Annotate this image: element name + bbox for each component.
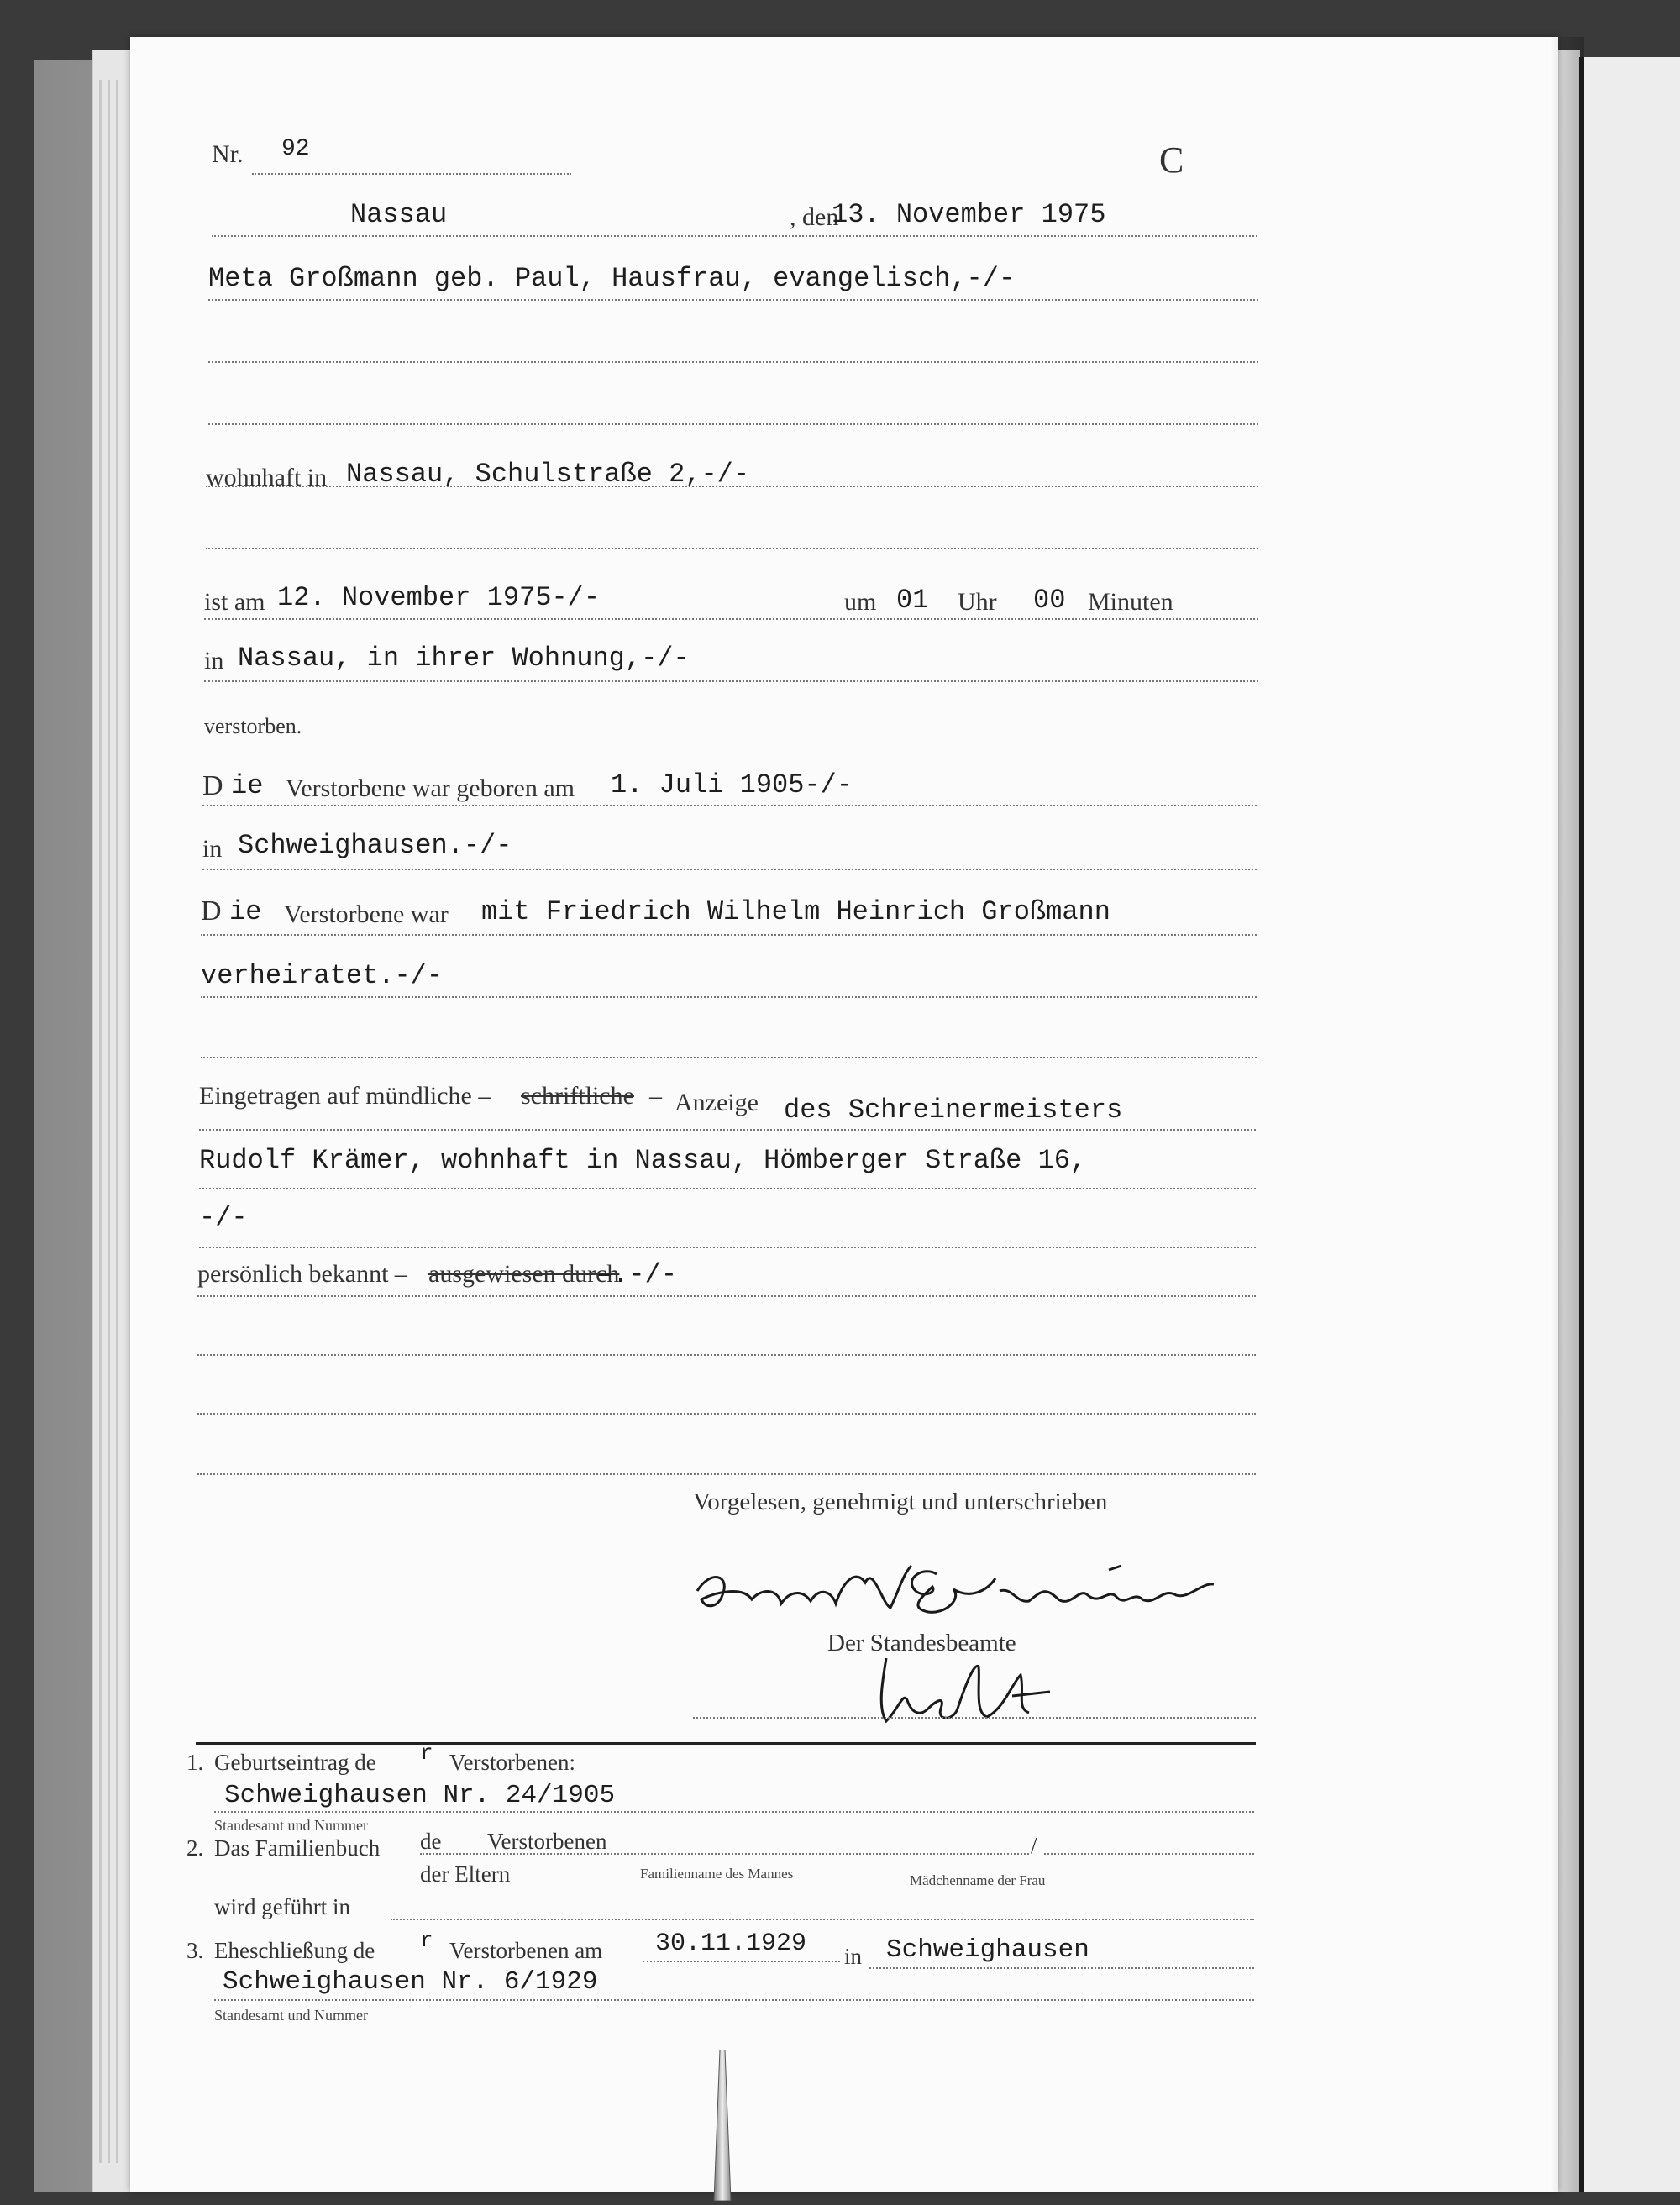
item3-r: r (420, 1928, 433, 1953)
death-place-label: in (204, 647, 224, 675)
footer-divider (196, 1742, 1256, 1745)
death-date-line (204, 618, 1258, 620)
blank-line (197, 1473, 1256, 1475)
official-signature-line (693, 1717, 1256, 1719)
entered-dash: – (649, 1082, 662, 1110)
person-line: Meta Großmann geb. Paul, Hausfrau, evangelisch,-/- (208, 263, 1016, 294)
read-label: Vorgelesen, genehmigt und unterschrieben (693, 1488, 1108, 1515)
death-date-label: ist am (204, 588, 265, 616)
married-value: mit Friedrich Wilhelm Heinrich Großmann (481, 896, 1110, 927)
item1-label: Geburtseintrag de (214, 1750, 376, 1775)
item2-kept-line (391, 1919, 1254, 1920)
married-d: D (201, 895, 222, 927)
item2-label: Das Familienbuch (214, 1835, 381, 1861)
birth-place-line (202, 869, 1257, 870)
item3-in: in (844, 1944, 863, 1969)
birth-date-line (202, 805, 1257, 806)
item1-r: r (420, 1740, 433, 1766)
item2-eltern: der Eltern (420, 1861, 511, 1887)
birth-label: Verstorbene war geboren am (286, 774, 575, 802)
page-edge (108, 80, 110, 2163)
time-minute: 00 (1033, 585, 1066, 616)
blank-line (206, 548, 1258, 549)
item3-date-line (643, 1961, 840, 1962)
birth-ie: ie (231, 770, 264, 801)
birth-d: D (202, 770, 223, 801)
item2-line-wife (1044, 1853, 1254, 1855)
married-label: Verstorbene war (284, 900, 449, 928)
birth-place-value: Schweighausen.-/- (238, 830, 512, 861)
item3-date: 30.11.1929 (655, 1929, 807, 1958)
item2-de: de (420, 1829, 442, 1854)
blank-line (201, 1057, 1257, 1058)
residence-line (206, 486, 1258, 487)
place: Nassau (350, 199, 448, 230)
time-um-label: um (844, 588, 877, 616)
date-prefix: , den (790, 203, 839, 231)
item1-num: 1. (186, 1750, 204, 1775)
time-uhr-label: Uhr (958, 588, 997, 616)
item3-label: Eheschließung de (214, 1938, 375, 1963)
item3-place: Schweighausen (886, 1935, 1089, 1965)
item3-num: 3. (186, 1938, 204, 1963)
entered-struck: schriftliche (521, 1082, 634, 1110)
item3-value: Schweighausen Nr. 6/1929 (223, 1967, 598, 1997)
birth-date: 1. Juli 1905-/- (611, 769, 853, 801)
item3-label2: Verstorbenen am (449, 1938, 603, 1963)
informant-line2: -/- (199, 1202, 248, 1233)
pen-tip (706, 2050, 739, 2201)
residence-value: Nassau, Schulstraße 2,-/- (346, 459, 750, 490)
item2-line-husband (420, 1853, 1029, 1855)
blank-line (208, 423, 1258, 425)
facing-page (1579, 57, 1680, 2192)
record-date: 13. November 1975 (832, 199, 1106, 230)
anzeige-label: Anzeige (675, 1089, 759, 1116)
official-signature (869, 1650, 1088, 1742)
informant-line-2 (199, 1247, 1256, 1248)
verstorben-label: verstorben. (204, 714, 302, 738)
death-place-value: Nassau, in ihrer Wohnung,-/- (238, 643, 690, 674)
item3-place-line (869, 1967, 1254, 1969)
married-line (201, 934, 1257, 936)
informant-line1: Rudolf Krämer, wohnhaft in Nassau, Hömberger Straße 16, (199, 1145, 1087, 1176)
residence-label: wohnhaft in (206, 464, 328, 491)
item2-caption-wife: Mädchenname der Frau (910, 1872, 1046, 1888)
person-line-rule (208, 299, 1258, 301)
birth-place-label: in (202, 835, 223, 863)
death-place-line (204, 680, 1258, 682)
married-ie: ie (229, 896, 262, 927)
known-value: –.-/- (596, 1259, 678, 1290)
entered-label: Eingetragen auf mündliche – (199, 1082, 491, 1110)
blank-line (208, 361, 1258, 363)
time-hour: 01 (896, 585, 929, 616)
item1-caption: Standesamt und Nummer (214, 1817, 368, 1834)
item3-line (214, 1999, 1254, 2001)
gutter-shadow (1551, 37, 1584, 2192)
official-label: Der Standesbeamte (827, 1630, 1016, 1656)
item1-label2: Verstorbenen: (449, 1750, 575, 1775)
item1-line (214, 1811, 1254, 1813)
item2-num: 2. (186, 1835, 204, 1861)
known-struck: ausgewiesen durch (428, 1260, 620, 1288)
blank-line (197, 1413, 1256, 1415)
nr-line (252, 173, 571, 175)
item2-verstorbenen: Verstorbenen (487, 1829, 607, 1854)
item2-kept: wird geführt in (214, 1894, 350, 1919)
blank-line (197, 1354, 1256, 1356)
page-edge (99, 80, 102, 2163)
item2-slash: / (1031, 1833, 1037, 1858)
known-line (197, 1295, 1256, 1297)
page-edge (116, 80, 118, 2163)
anzeige-line (199, 1129, 1256, 1131)
married-value2: verheiratet.-/- (201, 960, 444, 991)
informant-signature (685, 1541, 1231, 1633)
item1-value: Schweighausen Nr. 24/1905 (224, 1781, 616, 1810)
item2-caption-husband: Familienname des Mannes (640, 1866, 794, 1882)
date-line (212, 235, 1257, 237)
anzeige-value: des Schreinermeisters (784, 1095, 1123, 1126)
married-line2 (201, 996, 1257, 998)
nr-label: Nr. (212, 140, 244, 168)
death-date-value: 12. November 1975-/- (277, 582, 601, 613)
register-page (130, 37, 1558, 2192)
corner-letter: C (1159, 139, 1184, 181)
nr-value: 92 (281, 136, 310, 162)
known-label: persönlich bekannt – (197, 1260, 407, 1288)
item3-caption: Standesamt und Nummer (214, 2007, 368, 2024)
informant-line (199, 1188, 1256, 1189)
time-minuten-label: Minuten (1088, 588, 1173, 616)
